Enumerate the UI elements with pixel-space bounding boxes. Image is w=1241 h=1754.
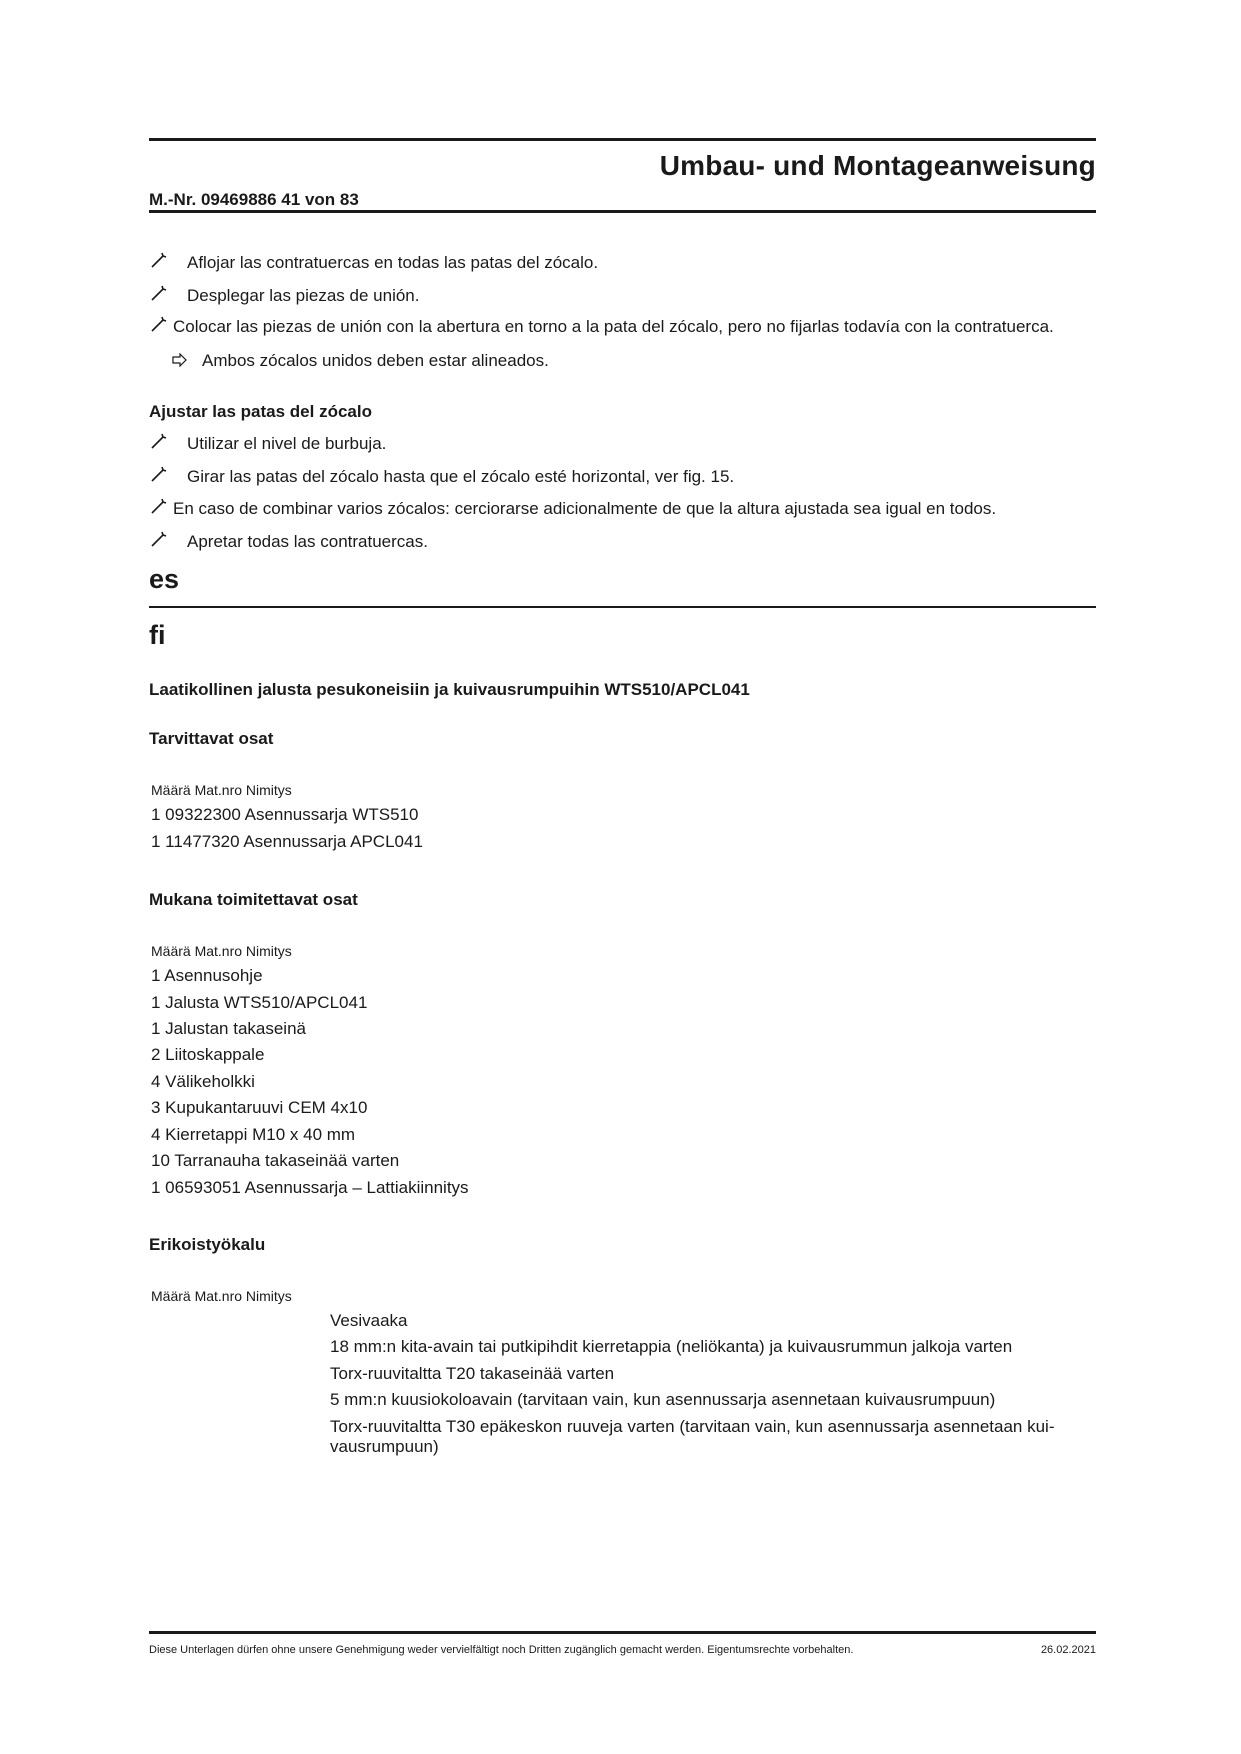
step-item (149, 315, 1054, 337)
document-title: Umbau- und Montageanweisung (659, 150, 1096, 181)
step-item (149, 465, 734, 487)
wrench-icon (149, 251, 169, 271)
table-row: 2 Liitoskappale (151, 1045, 265, 1064)
wrench-icon (149, 432, 169, 452)
language-code-fi: fi (149, 620, 166, 650)
step-text: Aflojar las contratuercas en todas las patas del zócalo. (187, 253, 599, 272)
table-row: 3 Kupukantaruuvi CEM 4x10 (151, 1098, 368, 1117)
table-row: 5 mm:n kuusiokoloavain (tarvitaan vain, kun asennussarja asennetaan kuivausrumpuun) (330, 1390, 996, 1409)
language-code-es: es (149, 564, 180, 594)
step-item (149, 251, 598, 273)
section-heading: Ajustar las patas del zócalo (149, 402, 372, 421)
supplied-parts-heading: Mukana toimitettavat osat (149, 890, 358, 909)
table-row: 10 Tarranauha takaseinää varten (151, 1151, 400, 1170)
step-text: Girar las patas del zócalo hasta que el zócalo esté horizontal, ver fig. 15. (187, 467, 735, 486)
header-bottom-rule (149, 210, 1096, 213)
document-number: M.-Nr. 09469886 41 von 83 (149, 190, 359, 209)
table-row: 1 Jalusta WTS510/APCL041 (151, 993, 368, 1012)
footer-rule (149, 1631, 1096, 1634)
wrench-icon (149, 315, 169, 335)
table-row: 4 Välikeholkki (151, 1072, 255, 1091)
table-row: 1 Jalustan takaseinä (151, 1019, 306, 1038)
wrench-icon (149, 497, 169, 517)
wrench-icon (149, 284, 169, 304)
section-divider (149, 606, 1096, 608)
table-header: Määrä Mat.nro Nimitys (151, 943, 292, 959)
footer-date: 26.02.2021 (1040, 1644, 1096, 1656)
step-item (149, 432, 386, 454)
step-text: Apretar todas las contratuercas. (187, 532, 428, 551)
required-parts-heading: Tarvittavat osat (149, 729, 274, 748)
table-row: 4 Kierretappi M10 x 40 mm (151, 1125, 356, 1144)
table-row: Vesivaaka (330, 1311, 408, 1330)
table-row: 1 11477320 Asennussarja APCL041 (151, 832, 423, 851)
arrow-right-icon (172, 353, 188, 367)
wrench-icon (149, 530, 169, 550)
table-row: Torx-ruuvitaltta T30 epäkeskon ruuveja varten (tarvitaan vain, kun asennussarja asennetaan kui-vausrumpuun) (330, 1417, 1055, 1456)
step-item (149, 497, 996, 519)
fi-title: Laatikollinen jalusta pesukoneisiin ja kuivausrumpuihin WTS510/APCL041 (149, 680, 750, 699)
step-item (149, 284, 419, 306)
table-row: 1 Asennusohje (151, 966, 263, 985)
table-header: Määrä Mat.nro Nimitys (151, 782, 292, 798)
step-text: Desplegar las piezas de unión. (187, 286, 420, 305)
special-tools-heading: Erikoistyökalu (149, 1235, 266, 1254)
table-header: Määrä Mat.nro Nimitys (151, 1288, 292, 1304)
wrench-icon (149, 465, 169, 485)
step-text: En caso de combinar varios zócalos: cerciorarse adicionalmente de que la altura ajustada sea igual en todos. (173, 499, 997, 518)
footer-notice: Diese Unterlagen dürfen ohne unsere Genehmigung weder vervielfältigt noch Dritten zugänglich gemacht werden. Eigentumsrechte vorbehalten. (149, 1644, 854, 1656)
header-top-rule (149, 138, 1096, 141)
table-row: Torx-ruuvitaltta T20 takaseinää varten (330, 1364, 615, 1383)
step-text: Utilizar el nivel de burbuja. (187, 434, 387, 453)
table-row: 1 09322300 Asennussarja WTS510 (151, 805, 419, 824)
table-row: 18 mm:n kita-avain tai putkipihdit kierretappia (neliökanta) ja kuivausrummun jalkoja varten (330, 1337, 1013, 1356)
result-item (172, 351, 549, 371)
step-text: Colocar las piezas de unión con la abertura en torno a la pata del zócalo, pero no fijarlas todavía con la contratuerca. (173, 317, 1054, 336)
table-row: 1 06593051 Asennussarja – Lattiakiinnitys (151, 1178, 469, 1197)
step-item (149, 530, 428, 552)
result-text: Ambos zócalos unidos deben estar alineados. (202, 351, 549, 370)
